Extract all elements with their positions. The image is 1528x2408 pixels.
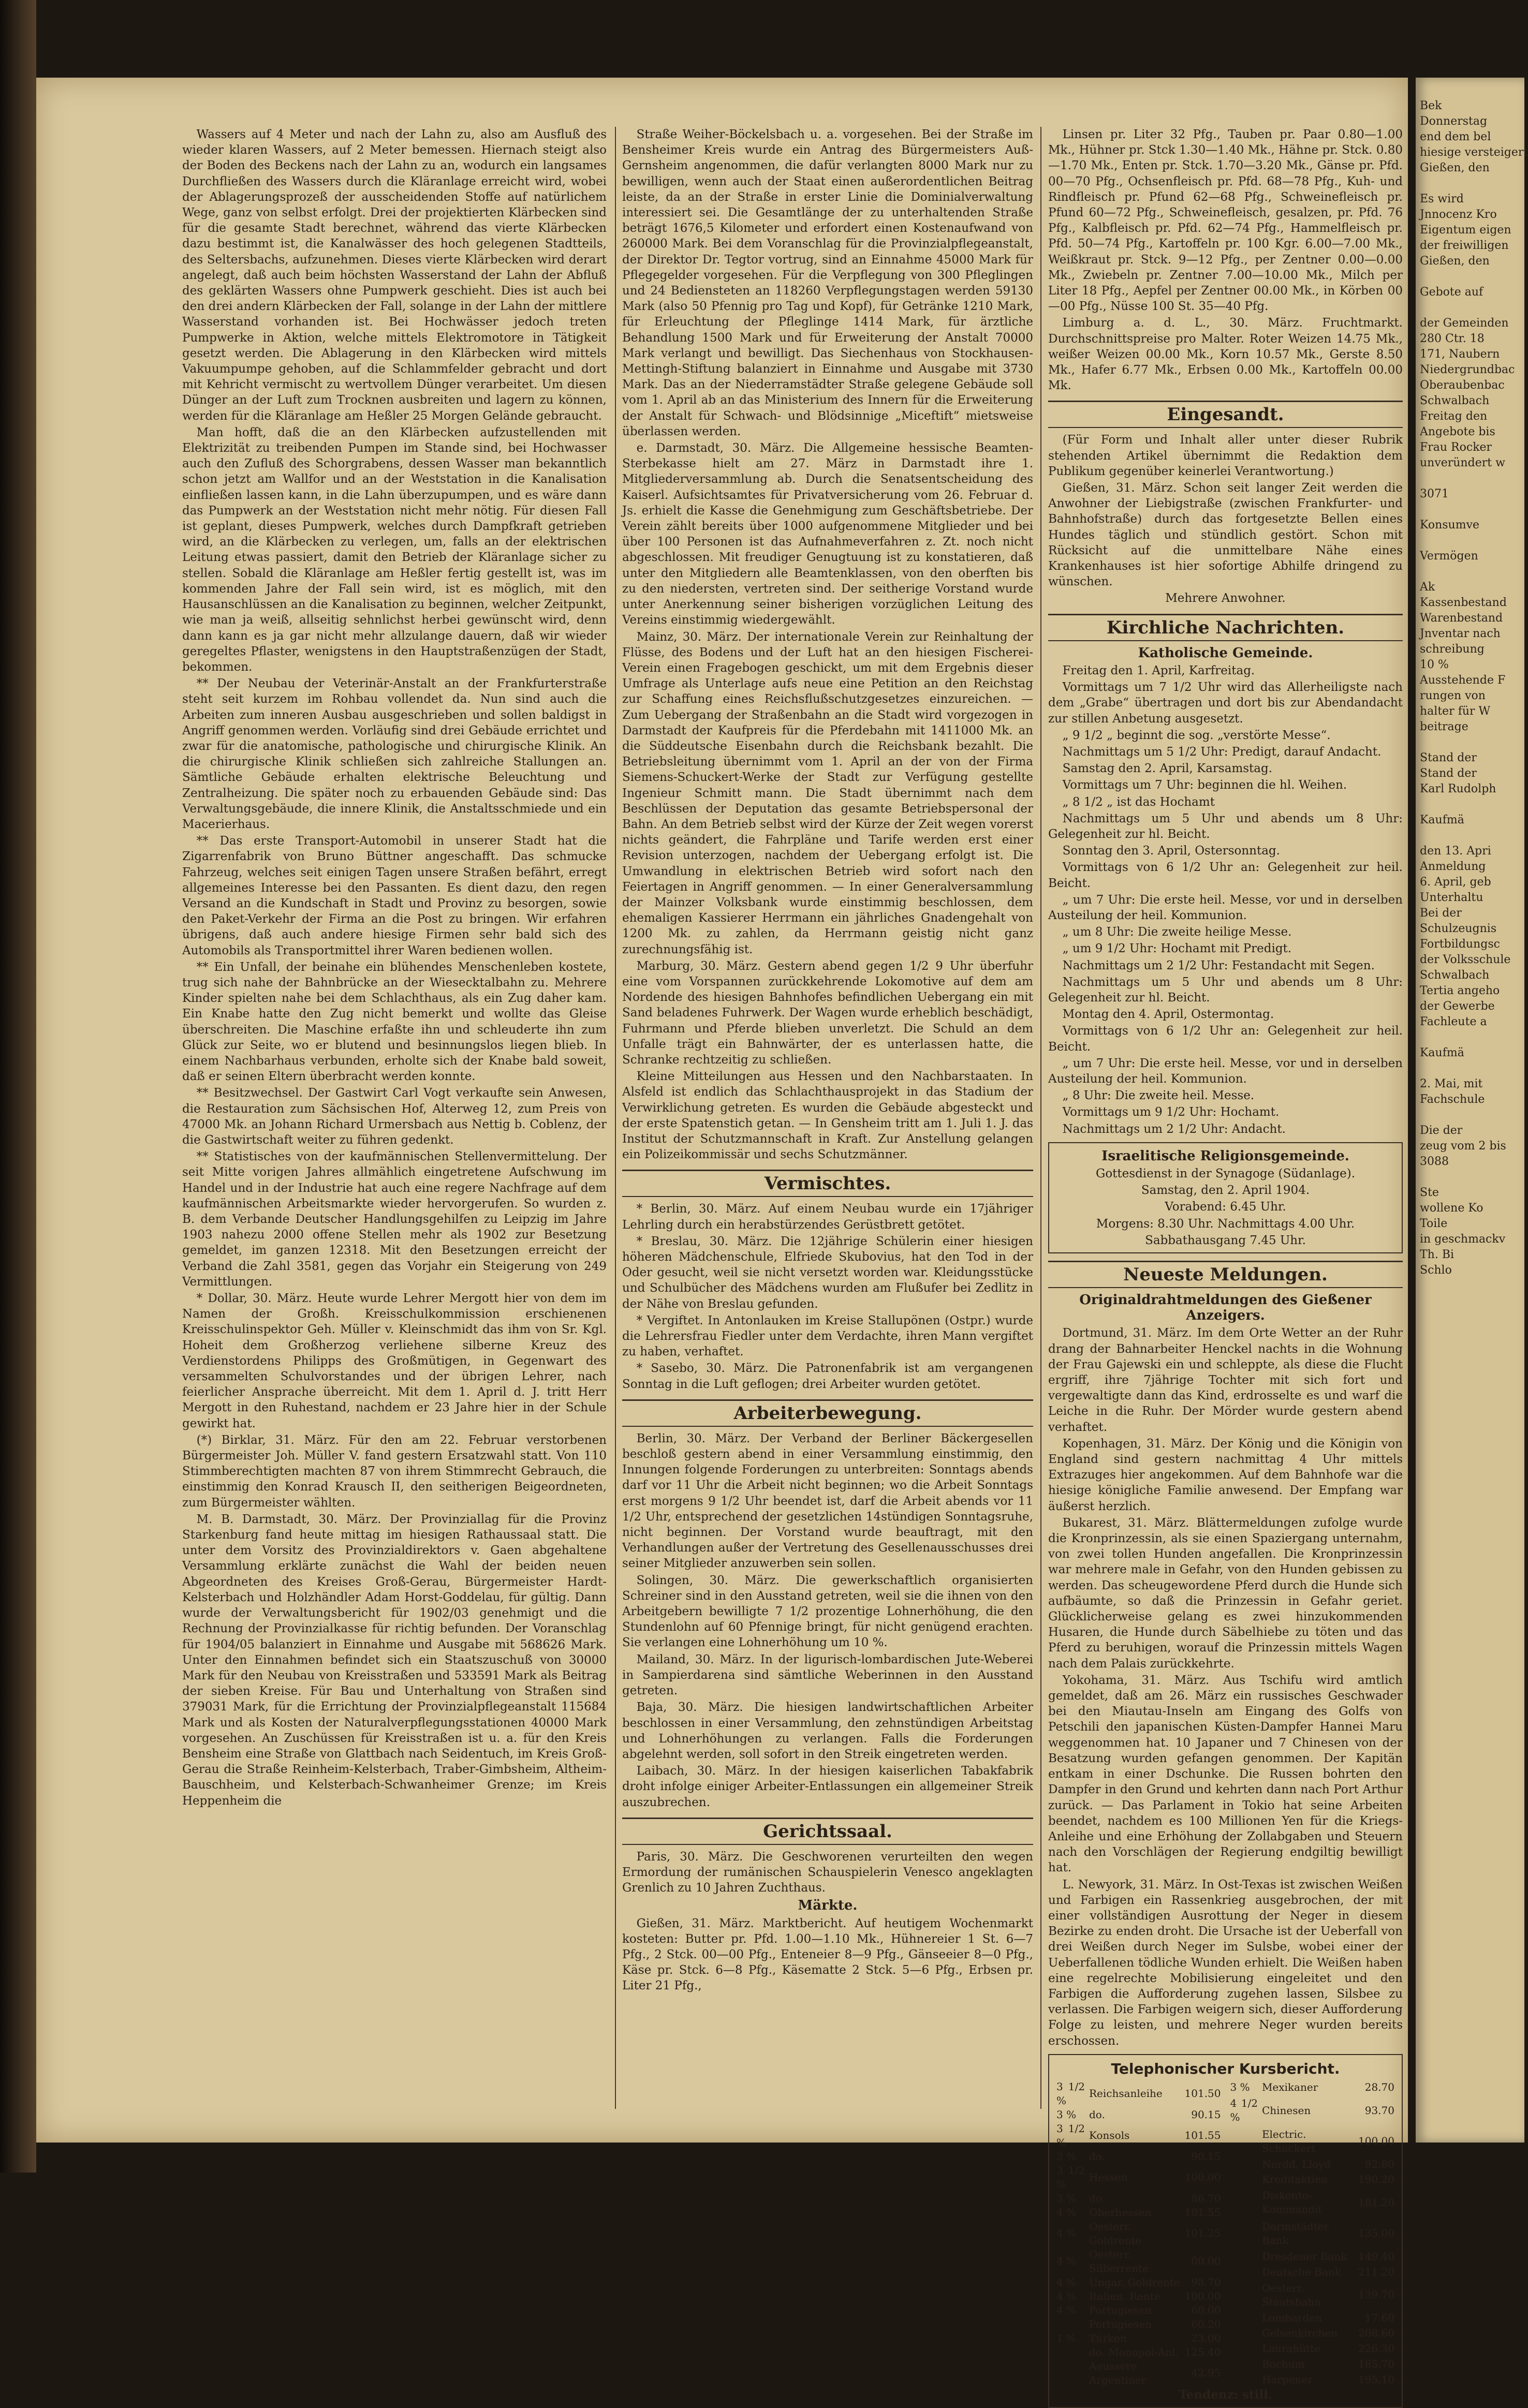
kurs-rate: 3 % [1230, 2081, 1250, 2094]
kirche-line: Freitag den 1. April, Karfreitag. [1062, 663, 1255, 677]
synagoge-line: Gottesdienst in der Synagoge (Südanlage). [1095, 1166, 1356, 1180]
kurs-value: 92.80 [1364, 2158, 1394, 2170]
kurs-rate: 1 % [1056, 2331, 1077, 2344]
kurs-row [1054, 2164, 1223, 2192]
kurs-rate: 4 % [1056, 2303, 1077, 2316]
kirche-line: Vormittags um 7 Uhr: beginnen die hl. Weihen. [1062, 778, 1347, 792]
kirche-line: Vormittags von 6 1/2 Uhr an: Gelegenheit zur heil. Beicht. [1048, 861, 1403, 890]
column-1 [182, 127, 607, 2109]
kurs-row [1054, 2206, 1223, 2220]
kirche-line: Nachmittags um 2 1/2 Uhr: Andacht. [1062, 1122, 1286, 1136]
kurs-name: do. [1089, 2192, 1105, 2205]
kurs-name: Lombarden [1261, 2311, 1323, 2324]
kurs-rate [1228, 2372, 1260, 2387]
article-sterbekasse: e. Darmstadt, 30. März. Die Allgemeine hessische Beamten-Sterbekasse hielt am 27. März in Darmstadt ihre 1. Mitgliederversammlung ab. Durch die Senatsentscheidung des Kaiserl. Aufsichtsamtes für Privatversicherung vom 26. Februar d. Js. erhielt die Kasse die Genehmigung zum Geschäftsbetriebe. Der Verein zählt bereits über 1000 aufgenommene Mitglieder und bei über 100 Personen ist das Aufnahmeverfahren z. Zt. noch nicht abgeschlossen. Mit freudiger Genugtuung ist zu konstatieren, daß unter den Mitgliedern alle Beamtenklassen, von den oberften bis zu den niedersten, vertreten sind. Der seitherige Vorstand wurde unter Anerkennung seiner bisherigen vorzüglichen Leitung des Vereins einstimmig wiedergewählt. [622, 441, 1033, 627]
kurs-value: 195.10 [1358, 2373, 1394, 2386]
kurs-name: do. Monopol-Anl. [1089, 2345, 1179, 2358]
kurs-row [1228, 2126, 1397, 2156]
kurs-rate: 3 1/2 % [1056, 2080, 1085, 2107]
kirche-line: Vormittags um 7 1/2 Uhr wird das Allerheiligste nach dem „Grabe“ übertragen und dort bis zur Abendandacht zur stillen Anbetung ausgesetzt. [1048, 681, 1403, 726]
arbeiterbewegung-heading: Arbeiterbewegung. [622, 1399, 1033, 1427]
kurs-name: Bochum [1261, 2357, 1305, 2370]
kurs-value: 181.20 [1358, 2196, 1394, 2209]
maerkte-heading: Märkte. [798, 1898, 858, 1914]
kurs-value: 28.70 [1364, 2081, 1394, 2094]
kurs-name: Diskonto-Kommandit [1261, 2189, 1323, 2216]
kurs-value: 226.30 [1358, 2342, 1394, 2355]
meldung-item: Dortmund, 31. März. Im dem Orte Wetter an der Ruhr drang der Bahnarbeiter Henckel nachts in die Wohnung der Frau Gajewski ein und schleppte, als diese die Flucht ergriff, ihre 7jährige Tochter mit sich fort und vergewaltigte dann das Kind, erdrosselte es und warf die Leiche in die Ruhr. Der Mörder wurde gestern abend verhaftet. [1048, 1326, 1403, 1434]
eingesandt-heading: Eingesandt. [1048, 401, 1403, 428]
adjacent-page-text: Bek Donnerstag end dem bel hiesige versteigert Gießen, den Es wird Jnnocenz Kro Eigentum eigen der freiwilligen Gießen, den Gebote auf der Gemeinden 280 Ctr. 18 171, Naubern Niedergrundbac Oberaubenbac Schwalbach Freitag den Angebote bis Frau Rocker unveründert w 3071 Konsumve Vermögen Ak Kassenbestand Warenbestand Jnventar nach schreibung 10 % Ausstehende F rungen von halter für W beitrage Stand der Stand der Karl Rudolph Kaufmä den 13. Apri Anmeldung 6. April, geb Unterhaltu Bei der Schulzeugnis Fortbildungsc der Volksschule Schwalbach Tertia angeho der Gewerbe Fachleute a Kaufmä 2. Mai, mit Fachschule Die der zeug vom 2 bis 3088 Ste wollene Ko Toile in geschmackv Th. Bi Schlo [1420, 99, 1528, 1277]
kurs-row [1228, 2080, 1397, 2095]
kurs-row [1054, 2220, 1223, 2248]
kurs-row [1054, 2317, 1223, 2331]
kirche-line: „ um 9 1/2 Uhr: Hochamt mit Predigt. [1062, 942, 1292, 956]
kurs-name: Oesterr. Silberrente [1089, 2248, 1149, 2274]
article-strasse: Straße Weiher-Böckelsbach u. a. vorgesehen. Bei der Straße im Bensheimer Kreis wurde ein Antrag des Bürgermeisters Auß-Gernsheim angenommen, die dafür verlangten 8000 Mark nur zu bewilligen, wenn auch der Staat einen außerordentlichen Beitrag leiste, da an der Straße in erster Linie die Dominialverwaltung interessiert sei. Die Gesamtlänge der zu unterhaltenden Straße beträgt 1676,5 Kilometer und erfordert einen Kostenaufwand von 260000 Mark. Bei dem Voranschlag für die Provinzialpflegeanstalt, der Direktor Dr. Tegtor vortrug, sind an Einnahme 45000 Mark für Pflegegelder vorgesehen. Für die Verpflegung von 300 Pfleglingen und 24 Bediensteten an 118260 Verpflegungstagen werden 59130 Mark (also 50 Pfennig pro Tag und Kopf), für Getränke 1210 Mark, für Erleuchtung der Pfleglinge 1414 Mark, für ärztliche Behandlung 1500 Mark und für Erweiterung der Anstalt 70000 Mark verlangt und bewilligt. Das Siechenhaus von Stockhausen-Mettingh-Stiftung balanziert in Einnahme und Ausgabe mit 3730 Mark. Das an der Niederramstädter Straße gelegene Gebäude soll vom 1. April ab an das Ministerium des Innern für die Erweiterung der Anstalt für Schwach- und Blödsinnige „Miceftift“ mietsweise überlassen werden. [622, 128, 1033, 438]
kurs-row [1228, 2356, 1397, 2372]
article-birklar: (*) Birklar, 31. März. Für den am 22. Februar verstorbenen Bürgermeister Joh. Müller V. fand gestern Ersatzwahl statt. Von 110 Stimmberechtigten machten 87 von ihrem Stimmrecht Gebrauch, die einstimmig den Konrad Krausch II, den seitherigen Beigeordneten, zum Bürgermeister wählten. [182, 1433, 607, 1510]
kurs-name: Darmstädter Bank [1261, 2220, 1329, 2247]
eingesandt-note: (Für Form und Inhalt aller unter dieser Rubrik stehenden Artikel übernimmt die Redaktion dem Publikum gegenüber keinerlei Verantwortung.) [1048, 433, 1403, 478]
marktbericht: Gießen, 31. März. Marktbericht. Auf heutigem Wochenmarkt kosteten: Butter pr. Pfd. 1.00—1.10 Mk., Hühnereier 1 St. 6—7 Pfg., 2 Stck. 00—00 Pfg., Enteneier 8—9 Pfg., Gänseeier 8—0 Pfg., Käse pr. Stck. 6—8 Pfg., Käsematte 2 Stck. 5—6 Pfg., Erbsen pr. Liter 21 Pfg., [622, 1916, 1033, 1993]
kirche-line: Sonntag den 3. April, Ostersonntag. [1062, 844, 1280, 858]
arbeiter-item: Mailand, 30. März. In der ligurisch-lombardischen Jute-Weberei in Sampierdarena sind sämtliche Weberinnen in den Ausstand getreten. [622, 1652, 1033, 1698]
kurs-value: 139.70 [1358, 2288, 1394, 2301]
synagoge-line: Samstag, den 2. April 1904. [1141, 1184, 1310, 1198]
kurs-value: 17.60 [1364, 2311, 1394, 2324]
kirchliche-heading: Kirchliche Nachrichten. [1048, 614, 1403, 641]
kurs-row [1228, 2264, 1397, 2280]
kurs-row [1228, 2326, 1397, 2341]
kurs-name: do. [1089, 2108, 1105, 2121]
kurs-value: 90.15 [1191, 2150, 1221, 2163]
kirche-line: „ 9 1/2 „ beginnt die sog. „verstörte Messe“. [1062, 728, 1331, 742]
kurs-value: 00.00 [1191, 2255, 1221, 2268]
kurs-row [1228, 2218, 1397, 2249]
kurs-rate: 3 1/2 % [1056, 2122, 1085, 2149]
kurs-rate [1228, 2341, 1260, 2357]
kurs-row [1054, 2248, 1223, 2276]
kurs-value: 211.20 [1358, 2265, 1394, 2278]
kirche-line: „ 8 Uhr: Die zweite heil. Messe. [1062, 1089, 1255, 1103]
synagoge-line: Sabbathausgang 7.45 Uhr. [1145, 1233, 1306, 1247]
article-klaeranlage: Wassers auf 4 Meter und nach der Lahn zu, also am Ausfluß des wieder klaren Wassers, auf 2 Meter bemessen. Hiernach steigt also der Boden des Beckens nach der Lahn zu an, wodurch ein langsames Durchfließen des Wassers durch die Kläranlage erreicht wird, wobei der Ablagerungsprozeß der ausscheidenden Stoffe auf natürlichem Wege, ganz von selbst erfolgt. Drei der projektierten Klärbecken sind für die gesamte Stadt berechnet, während das vierte Klärbecken dazu bestimmt ist, die Kanalwässer des hoch gelegenen Stadtteils, des Seltersbachs, aufzunehmen. Dieses vierte Klärbecken wird derart angelegt, daß auch beim höchsten Wasserstand der Lahn der Abfluß des geklärten Wassers ohne Pumpwerk geschieht. Dies ist auch bei den drei andern Klärbecken der Fall, solange in der Lahn der mittlere Wasserstand vorhanden ist. Bei Hochwässer jedoch treten Pumpwerke in Aktion, welche mittels Elektromotore in Tätigkeit gesetzt werden. Die Ablagerung in den Klärbecken wird mittels Vakuumpumpe gehoben, auf die Schlammfelder gebracht und dort mit Kehricht vermischt zu wertvollem Dünger verarbeitet. Um diesen Dünger an der Luft zum Trocknen ausbreiten und lagern zu können, werden für die Kläranlage am Heßler 25 Morgen Gelände gebraucht. [182, 128, 607, 423]
column-divider [615, 127, 616, 2109]
eingesandt-signature: Mehrere Anwohner. [1165, 592, 1286, 605]
kurs-rate [1228, 2218, 1260, 2249]
israelitische-box [1048, 1142, 1403, 1253]
kurs-rate [1228, 2172, 1260, 2188]
kurs-rate [1228, 2280, 1260, 2310]
kirche-line: Montag den 4. April, Ostermontag. [1062, 1008, 1274, 1022]
kurs-rate [1228, 2310, 1260, 2326]
kurs-rate [1054, 2345, 1087, 2359]
tendenz-text: Tendenz: still. [1179, 2387, 1272, 2402]
article-automobil: ** Das erste Transport-Automobil in unserer Stadt hat die Zigarrenfabrik von Bruno Büttner angeschafft. Das schmucke Fahrzeug, welches seit einigen Tagen unsere Straßen befährt, erregt allgemeines Interesse bei den Passanten. Es dient dazu, den regen Versand an die Kundschaft in Stadt und Provinz zu besorgen, sowie den Paket-Verkehr der Firma an die Post zu bringen. Wir erfahren übrigens, daß auch andere hiesige Firmen sehr bald sich des Automobils als Transportmittel ihrer Waren bedienen wollen. [182, 834, 607, 957]
article-veterinaer: ** Der Neubau der Veterinär-Anstalt an der Frankfurterstraße steht seit kurzem im Rohbau vollendet da. Nun sind auch die Arbeiten zum inneren Ausbau ausgeschrieben und sollen baldigst in Angriff genommen werden. Vorläufig sind drei Gebäude errichtet und zwar für die anatomische, pathologische und chirurgische Klinik. An die chirurgische Klinik schließen sich zahlreiche Stallungen an. Sämtliche Gebäude erhalten elektrische Beleuchtung und Zentralheizung. Die später noch zu erbauenden Gebäude sind: Das Verwaltungsgebäude, die innere Klinik, die Anstaltsschmiede und ein Macerierhaus. [182, 677, 607, 831]
kurs-row [1228, 2095, 1397, 2126]
kurs-name: Harpener [1261, 2373, 1313, 2386]
article-provinziallag: M. B. Darmstadt, 30. März. Der Provinziallag für die Provinz Starkenburg fand heute mittag im hiesigen Rathaussaal statt. Die unter dem Vorsitz des Provinzialdirektors v. Gaen abgehaltene Versammlung erklärte zunächst die Wahl der beiden neuen Abgeordneten des Kreises Groß-Gerau, Bürgermeister Hardt-Kelsterbach und Holzhändler Adam Horst-Goddelau, für gültig. Dann wurde der Verwaltungsbericht für 1902/03 genehmigt und die Rechnung der Provinzialkasse für richtig befunden. Der Voranschlag für 1904/05 balanziert in Einnahme und Ausgabe mit 568626 Mark. Unter den Einnahmen befindet sich ein Staatszuschuß von 30000 Mark für den Neubau von Kreisstraßen und 533591 Mark als Beitrag der sieben Kreise. Für Bau und Unterhaltung von Straßen sind 379031 Mark, für die Errichtung der Provinzialpflegeanstalt 115684 Mark und als Kosten der Naturalverpflegungsstationen 40000 Mark vorgesehen. An Zuschüssen für Kreisstraßen ist u. a. für den Kreis Bensheim eine Straße von Glattbach nach Seidentuch, im Kreis Groß-Gerau die Straße Reinheim-Kelsterbach, Traber-Gimbsheim, Altheim-Bauschheim, und Kelsterbach-Schwanheimer Grenze; im Kreis Heppenheim die [182, 1512, 607, 1808]
kirche-line: „ um 7 Uhr: Die erste heil. Messe, vor und in derselben Austeilung der heil. Kommunion. [1048, 893, 1403, 922]
kirche-line: Vormittags von 6 1/2 Uhr an: Gelegenheit zur heil. Beicht. [1048, 1024, 1403, 1054]
kurs-rate [1054, 2359, 1087, 2387]
kurs-name: Laurahütte [1261, 2342, 1321, 2355]
kurs-row [1228, 2310, 1397, 2326]
arbeiter-item: Baja, 30. März. Die hiesigen landwirtschaftlichen Arbeiter beschlossen in einer Versammlung, den zehnstündigen Arbeitstag und Lohnerhöhungen zu verlangen. Falls die Forderungen abgelehnt werden, soll sofort in den Streik eingetreten werden. [622, 1701, 1033, 1761]
kurs-value: 42.95 [1191, 2367, 1221, 2380]
kurs-name: Portugiesen [1089, 2303, 1152, 2316]
kurs-table-left [1054, 2080, 1223, 2387]
kurs-row [1054, 2080, 1223, 2108]
article-dollar: * Dollar, 30. März. Heute wurde Lehrer Mergott hier von dem im Namen der Großh. Kreisschulkommission erschienenen Kreisschulinspektor Geh. Müller v. Kleinschmidt das ihm von Sr. Kgl. Hoheit dem Großherzog verliehene silberne Kreuz des Verdienstordens Philipps des Großmütigen, in Gegenwart des versammelten Schulvorstandes und der übrigen Lehrer, nach feierlicher Ansprache überreicht. Mit dem 1. April d. J. tritt Herr Mergott in den Ruhestand, nachdem er 23 Jahre hier in der Schule gewirkt hat. [182, 1292, 607, 1430]
meldung-item: Kopenhagen, 31. März. Der König und die Königin von England sind gestern nachmittag 4 Uhr mittels Extrazuges hier angekommen. Auf dem Bahnhofe war die hiesige königliche Familie anwesend. Der Empfang war äußerst herzlich. [1048, 1437, 1403, 1513]
kurs-rate [1228, 2356, 1260, 2372]
kurs-row [1054, 2289, 1223, 2303]
kurs-rate: 4 % [1056, 2206, 1077, 2219]
kirche-line: „ 8 1/2 „ ist das Hochamt [1062, 795, 1215, 809]
kurs-value: 190.20 [1358, 2173, 1394, 2186]
kurs-value: 125.40 [1184, 2345, 1221, 2358]
kurs-row [1054, 2331, 1223, 2345]
kurs-rate: 4 % [1056, 2276, 1077, 2288]
kurs-value: 90.15 [1191, 2108, 1221, 2121]
kurs-value: 100.00 [1358, 2135, 1394, 2148]
kurs-value: 100.00 [1184, 2289, 1221, 2302]
arbeiter-item: Berlin, 30. März. Der Verband der Berliner Bäckergesellen beschloß gestern abend in einer Versammlung einstimmig, den Innungen folgende Forderungen zu unterbreiten: Sonntags abends darf vor 11 Uhr die Arbeit nicht beginnen; wo die Arbeit Sonntags erst morgens 9 1/2 Uhr beendet ist, darf die Arbeit abends vor 11 1/2 Uhr, entsprechend der gesetzlichen 14stündigen Sonntagsruhe, nicht beginnen. Der Vorstand wurde beauftragt, mit den Verhandlungen außer der Vertretung des Gesellenausschusses drei seiner Mitglieder anzuwerben sein sollen. [622, 1431, 1033, 1571]
kurs-value: 101.55 [1184, 2206, 1221, 2219]
neueste-meldungen-heading: Neueste Meldungen. [1048, 1261, 1403, 1288]
vermischtes-item: * Vergiftet. In Antonlauken im Kreise Stallupönen (Ostpr.) wurde die Lehrersfrau Fiedler unter dem Verdachte, ihren Mann vergiftet zu haben, verhaftet. [622, 1313, 1033, 1359]
kurs-name: Reichsanleihe [1089, 2087, 1163, 2100]
article-mainz: Mainz, 30. März. Der internationale Verein zur Reinhaltung der Flüsse, des Bodens und der Luft hat an den hiesigen Fischerei-Verein einen Fragebogen geschickt, um mit dem Ergebnis dieser Umfrage als Unterlage aufs neue eine Petition an den Reichstag zur Schaffung eines Reichsflußschutzgesetzes einzureichen. — Zum Uebergang der Straßenbahn an die Stadt wird vorgezogen in Darmstadt der Kaufpreis für die Pferdebahn mit 1411000 Mk. an die Süddeutsche Eisenbahn durch die Reichsbank bezahlt. Die Betriebsleitung übernimmt vom 1. April an der von der Firma Siemens-Schuckert-Werke der Stadt zur Verfügung gestellte Ingenieur Schmitt mann. Die Stadt übernimmt nach dem Beschlüssen der Deputation das gesamte Betriebspersonal der Bahn. An dem Betrieb selbst wird der Kürze der Zeit wegen vorerst nichts geändert, die Fahrpläne und Tarife werden erst einer Revision unterzogen, nachdem der Uebergang erfolgt ist. Die Umwandlung in elektrischen Betrieb wird sofort nach den Feiertagen in Angriff genommen. — In einer Generalversammlung der Mainzer Volksbank wurde einstimmig beschlossen, dem ehemaligen Kassierer Herrmann ein jährliches Gnadengehalt von 1200 Mk. zu zahlen, da Herrmann geistig nicht ganz zurechnungsfähig ist. [622, 630, 1033, 956]
kurs-row [1054, 2192, 1223, 2206]
kurs-rate: 4 % [1056, 2289, 1077, 2302]
kurs-value: 93.70 [1364, 2104, 1394, 2117]
kurs-name: Mexikaner [1261, 2081, 1318, 2094]
kurs-row [1228, 2280, 1397, 2310]
kurs-row [1054, 2359, 1223, 2387]
vermischtes-heading: Vermischtes. [622, 1170, 1033, 1197]
kurs-value: 23.00 [1191, 2331, 1221, 2344]
kurs-name: Konsols [1089, 2129, 1130, 2142]
kurs-rate: 3 % [1056, 2150, 1077, 2163]
meldung-item: Yokohama, 31. März. Aus Tschifu wird amtlich gemeldet, daß am 26. März ein russisches Geschwader bei den Miautau-Inseln am Eingang des Golfs von Petschili den japanischen Küsten-Dampfer Hannei Maru weggenommen hat. 10 Japaner und 7 Chinesen von der Besatzung wurden gefangen genommen. Der Kapitän entkam in einer Dschunke. Die Russen bohrten den Dampfer in den Grund und kehrten dann nach Port Arthur zurück. — Das Parlament in Tokio hat seine Arbeiten beendet, nachdem es 100 Millionen Yen für die Kriegs-Anleihe und eine Erhöhung der Zollabgaben und Steuern nach den Vorschlägen der Regierung endgiltig bewilligt hat. [1048, 1673, 1403, 1875]
vermischtes-item: * Breslau, 30. März. Die 12jährige Schülerin einer hiesigen höheren Mädchenschule, Elfriede Skubovius, hat den Tod in der Oder gesucht, weil sie nicht versetzt worden war. Kleidungsstücke und Schulbücher des Mädchens wurden am Flußufer bei Zedlitz in der Nähe von Breslau gefunden. [622, 1234, 1033, 1311]
kurs-name: Electric. Schuckert [1261, 2128, 1316, 2154]
kurs-name: Dresdener Bank [1261, 2250, 1347, 2263]
kurs-name: Oesterr. Goldrente [1089, 2220, 1142, 2247]
meldung-item: Bukarest, 31. März. Blättermeldungen zufolge wurde die Kronprinzessin, als sie einen Spaziergang unternahm, von zwei tollen Hunden angefallen. Die Kronprinzessin war mehrere male in Gefahr, von den Hunden gebissen zu werden. Das scheugewordene Pferd durch die Hunde sich aufbäumte, so daß die Prinzessin in Gefahr geriet. Glücklicherweise gelang es zwei hinzukommenden Husaren, die Hunde durch Säbelhiebe zu töten und das Pferd zu beruhigen, worauf die Prinzessin mittels Wagen nach dem Palais zurückkehrte. [1048, 1516, 1403, 1671]
kirche-line: Nachmittags um 5 Uhr und abends um 8 Uhr: Gelegenheit zur hl. Beicht. [1048, 811, 1403, 841]
kurs-value: 149.40 [1358, 2250, 1394, 2263]
kurs-row [1054, 2345, 1223, 2359]
vermischtes-item: * Sasebo, 30. März. Die Patronenfabrik ist am vergangenen Sonntag in die Luft geflogen; drei Arbeiter wurden getötet. [622, 1362, 1033, 1391]
article-unfall: ** Ein Unfall, der beinahe ein blühendes Menschenleben kostete, trug sich nahe der Bahnbrücke an der Wiesecktalbahn zu. Mehrere Kinder spielten nahe bei dem Schlachthaus, als ein Zug daher kam. Ein Knabe hatte den Zug nicht bemerkt und wollte das Gleise überschreiten. Die Maschine erfaßte ihn und schleuderte ihn zum Glück zur Seite, wo er blutend und besinnungslos liegen blieb. In einem Nachbarhaus verbunden, erholte sich der Knabe bald soweit, daß er seinen Eltern überbracht werden konnte. [182, 960, 607, 1084]
synagoge-line: Morgens: 8.30 Uhr. Nachmittags 4.00 Uhr. [1096, 1217, 1355, 1231]
kurs-rate: 3 % [1056, 2192, 1077, 2205]
newspaper-page [36, 78, 1408, 2402]
kurs-name: Aeussere Argentiner [1089, 2359, 1147, 2386]
kurs-value: 101.55 [1184, 2129, 1221, 2142]
kurs-rate [1228, 2264, 1260, 2280]
kurs-name: Oesterr. Staatsbahn [1261, 2281, 1321, 2308]
kurs-name: do. [1089, 2150, 1105, 2163]
article-marburg: Marburg, 30. März. Gestern abend gegen 1/2 9 Uhr überfuhr eine vom Vorspannen zurückkehrende Lokomotive auf dem am Nordende des hiesigen Bahnhofes befindlichen Uebergang ein mit Sand beladenes Fuhrwerk. Der Wagen wurde erheblich beschädigt, Fuhrmann und Pferde blieben unverletzt. Die Schuld an dem Unfalle trägt ein Bahnwärter, der es unterlassen hatte, die Schranke rechtzeitig zu schließen. [622, 959, 1033, 1067]
kirche-line: Samstag den 2. April, Karsamstag. [1062, 762, 1273, 776]
marktbericht-cont: Linsen pr. Liter 32 Pfg., Tauben pr. Paar 0.80—1.00 Mk., Hühner pr. Stck 1.30—1.40 Mk., Hähne pr. Stck. 0.80—1.70 Mk., Enten pr. Stck. 1.70—3.20 Mk., Gänse pr. Pfd. 00—70 Pfg., Ochsenfleisch pr. Pfd. 68—78 Pfg., Kuh- und Rindfleisch pr. Pfund 62—68 Pfg., Schweinefleisch pr. Pfund 60—72 Pfg., Schweinefleisch, gesalzen, pr. Pfd. 76 Pfg., Kalbfleisch pr. Pfd. 62—74 Pfg., Hammelfleisch pr. Pfd. 50—74 Pfg., Kartoffeln pr. 100 Kgr. 6.00—7.00 Mk., Weißkraut pr. Stck. 9—12 Pfg., per Zentner 0.00—0.00 Mk., Zwiebeln pr. Zentner 7.00—10.00 Mk., Milch per Liter 18 Pfg., Aepfel per Zentner 00.00 Mk., in Körben 00—00 Pfg., Nüsse 100 St. 35—40 Pfg. [1048, 128, 1403, 314]
kurs-value: 208.60 [1358, 2327, 1394, 2340]
kurs-name: Chinesen [1261, 2104, 1311, 2117]
kurs-row [1228, 2372, 1397, 2387]
book-binding [0, 0, 36, 2173]
kurs-row [1054, 2150, 1223, 2164]
kursbericht-box [1048, 2054, 1403, 2408]
kurs-name: Hessen [1089, 2171, 1128, 2184]
kurs-rate [1228, 2326, 1260, 2341]
kurs-rate: 4 % [1056, 2255, 1077, 2268]
eingesandt-text: Gießen, 31. März. Schon seit langer Zeit werden die Anwohner der Liebigstraße (zwischen Frankfurter- und Bahnhofstraße) durch das fortgesetzte Bellen eines Hundes täglich und stündlich gestört. Schon mit Rücksicht auf die unmittelbare Nähe eines Krankenhauses ist hier sofortige Abhilfe dringend zu wünschen. [1048, 481, 1403, 589]
kurs-value: 135.00 [1358, 2227, 1394, 2240]
kurs-value: 60.00 [1191, 2303, 1221, 2316]
column-3 [1048, 127, 1403, 2402]
column-2 [622, 127, 1033, 2109]
arbeiter-item: Solingen, 30. März. Die gewerkschaftlich organisierten Schreiner sind in den Ausstand getreten, weil sie die ihnen von den Arbeitgebern bewilligte 7 1/2 prozentige Lohnerhöhung, die den Stundenlohn auf 60 Pfennige bringt, für nicht genügend erachten. Sie verlangen eine Lohnerhöhung um 10 %. [622, 1573, 1033, 1650]
adjacent-page-edge [1416, 78, 1528, 2143]
kirche-line: Nachmittags um 5 Uhr und abends um 8 Uhr: Gelegenheit zur hl. Beicht. [1048, 975, 1403, 1004]
kurs-value: 86.70 [1191, 2192, 1221, 2205]
article-besitzwechsel: ** Besitzwechsel. Der Gastwirt Carl Vogt verkaufte sein Anwesen, die Restauration zum Sächsischen Hof, Alterweg 12, zum Preis von 47000 Mk. an Johann Richard Urmersbach aus Nettig b. Coblenz, der die Gastwirtschaft weiter zu führen gedenkt. [182, 1086, 607, 1147]
kurs-rate: 3 1/2 % [1056, 2164, 1085, 2191]
kurs-row [1054, 2108, 1223, 2122]
kurs-row [1054, 2276, 1223, 2289]
arbeiter-item: Laibach, 30. März. In der hiesigen kaiserlichen Tabakfabrik droht infolge einiger Arbeiter-Entlassungen ein allgemeiner Streik auszubrechen. [622, 1764, 1033, 1809]
kurs-value: 185.70 [1358, 2357, 1394, 2370]
synagoge-line: Vorabend: 6.45 Uhr. [1165, 1200, 1286, 1214]
kurs-table-right [1228, 2080, 1397, 2387]
gerichtssaal-heading: Gerichtssaal. [622, 1818, 1033, 1845]
kurs-name: Deutsche Bank [1261, 2265, 1341, 2278]
kurs-name: Oberhessen [1089, 2206, 1152, 2219]
kurs-row [1228, 2341, 1397, 2357]
kurs-row [1228, 2172, 1397, 2188]
gericht-item: Paris, 30. März. Die Geschworenen verurteilten den wegen Ermordung der rumänischen Schauspielerin Venesco angeklagten Grenlich zu 10 Jahren Zuchthaus. [622, 1850, 1033, 1895]
kirche-line: „ um 8 Uhr: Die zweite heilige Messe. [1062, 925, 1292, 939]
kirche-line: Vormittags um 9 1/2 Uhr: Hochamt. [1062, 1105, 1280, 1119]
kursbericht-title: Telephonischer Kursbericht. [1111, 2060, 1340, 2077]
kurs-name: Kreditaktien [1261, 2173, 1328, 2186]
kurs-name: Italien. Rente [1089, 2289, 1160, 2302]
kurs-value: 101.25 [1184, 2227, 1221, 2240]
kurs-rate [1054, 2317, 1087, 2331]
kurs-value: 101.50 [1184, 2087, 1221, 2100]
vermischtes-item: * Berlin, 30. März. Auf einem Neubau wurde ein 17jähriger Lehrling durch ein herabstürzendes Gerüstbrett getötet. [622, 1202, 1033, 1232]
kurs-rate: 4 % [1056, 2227, 1077, 2240]
meldung-item: L. Newyork, 31. März. In Ost-Texas ist zwischen Weißen und Farbigen ein Rassenkrieg ausgebrochen, der mit einer vollständigen Ausrottung der Neger in diesem Bezirke zu enden droht. Die Ursache ist der Ueberfall von drei Weißen durch Neger im Sulsbe, wobei einer der Ueberfallenen tödliche Wunden erhielt. Die Weißen haben eine regelrechte Mobilisierung eingeleitet und den Farbigen die Aufforderung zugehen lassen, Silsbee zu verlassen. Die Farbigen weigern sich, dieser Aufforderung Folge zu leisten, und mehrere Neger wurden bereits erschossen. [1048, 1878, 1403, 2048]
fruchtmarkt-limburg: Limburg a. d. L., 30. März. Fruchtmarkt. Durchschnittspreise pro Malter. Roter Weizen 14.75 Mk., weißer Weizen 00.00 Mk., Korn 10.57 Mk., Gerste 8.50 Mk., Hafer 6.77 Mk., Erbsen 0.00 Mk., Kartoffeln 00.00 Mk. [1048, 316, 1403, 393]
article-kleine-mitteilungen: Kleine Mitteilungen aus Hessen und den Nachbarstaaten. In Alsfeld ist endlich das Schlachthausprojekt in das Stadium der Verwirklichung getreten. Es wurden die Gebäude abgesteckt und der erste Spatenstich getan. — In Gensheim tritt am 1. Juli 1. J. das Institut der Schutzmannschaft in Kraft. Zur Anstellung gelangen ein Polizeikommissär und sechs Schutzmänner. [622, 1070, 1033, 1162]
kurs-row [1228, 2156, 1397, 2172]
originaldraht-subheading: Originaldrahtmeldungen des Gießener Anzeigers. [1079, 1292, 1372, 1324]
kurs-rate [1228, 2126, 1260, 2156]
kurs-rate [1228, 2156, 1260, 2172]
kurs-name: Nordd. Lloyd [1261, 2158, 1331, 2170]
kirche-line: Nachmittags um 2 1/2 Uhr: Festandacht mit Segen. [1062, 958, 1375, 972]
kurs-value: 100.00 [1184, 2171, 1221, 2184]
kurs-rate: 4 1/2 % [1230, 2097, 1258, 2124]
kurs-row [1228, 2188, 1397, 2218]
kurs-name: Portugiesen [1089, 2317, 1152, 2330]
kirche-line: „ um 7 Uhr: Die erste heil. Messe, vor und in derselben Austeilung der heil. Kommunion. [1048, 1056, 1403, 1086]
kurs-row [1228, 2249, 1397, 2265]
kurs-rate [1228, 2249, 1260, 2265]
katholische-heading: Katholische Gemeinde. [1138, 645, 1313, 661]
kurs-value: 98.70 [1191, 2276, 1221, 2288]
article-klaeranlage-cont: Man hofft, daß die an den Klärbecken aufzustellenden mit Elektrizität zu treibenden Pumpen im Stande sind, bei Hochwasser auch den Zufluß des Schorgrabens, dessen Wasser man bekanntlich schon jetzt am Wallfor und an der Weststation in die Kanalisation einfließen lassen kann, in die Lahn überzupumpen, und es wäre dann das Pumpwerk an der Weststation nicht mehr nötig. Für diesen Fall ist geplant, dieses Pumpwerk, welches durch Dampfkraft getrieben wird, an die Klärbecken zu verlegen, um, falls an der elektrischen Leitung etwas passiert, damit den Betrieb der Kläranlage sicher zu stellen. Sobald die Kläranlage am Heßler fertig gestellt ist, was im kommenden Jahre der Fall sein wird, ist es möglich, mit den Hausanschlüssen an die Kanalisation zu beginnen, welcher Zeitpunkt, wie man ja weiß, allseitig sehnlichst herbei gewünscht wird, denn dann kann es ja gar nicht mehr allzulange dauern, daß wir wieder geregeltes Pflaster, wenigstens in den Hauptstraßenzügen der Stadt, bekommen. [182, 425, 607, 674]
israelitische-heading: Israelitische Religionsgemeinde. [1101, 1148, 1349, 1164]
kirche-line: Nachmittags um 5 1/2 Uhr: Predigt, darauf Andacht. [1062, 745, 1382, 759]
kurs-rate: 3 % [1056, 2108, 1077, 2121]
kurs-name: Gelsenkirchen [1261, 2327, 1338, 2340]
kurs-name: Ungar. Goldrente [1089, 2276, 1180, 2288]
kurs-rate [1228, 2188, 1260, 2218]
column-divider [1040, 127, 1041, 2109]
kurs-row [1054, 2303, 1223, 2317]
kurs-name: Türken [1089, 2331, 1127, 2344]
kurs-value: 60.20 [1191, 2317, 1221, 2330]
article-stellenvermittelung: ** Statistisches von der kaufmännischen Stellenvermittelung. Der seit Mitte vorigen Jahres allmählich eingetretene Aufschwung im Handel und in der Industrie hat auch eine regere Nachfrage auf dem kaufmännischen Arbeitsmarkte wieder hervorgerufen. So wurden z. B. dem Verbande Deutscher Handlungsgehilfen zu Leipzig im Jahre 1903 nahezu 2000 offene Stellen mehr als 1902 zur Besetzung gemeldet, im ganzen 12318. Mit den Besetzungen erreicht der Verband die Zahl 3581, gegen das Vorjahr ein Steigerung von 249 Vermittlungen. [182, 1150, 607, 1289]
kurs-row [1054, 2122, 1223, 2150]
